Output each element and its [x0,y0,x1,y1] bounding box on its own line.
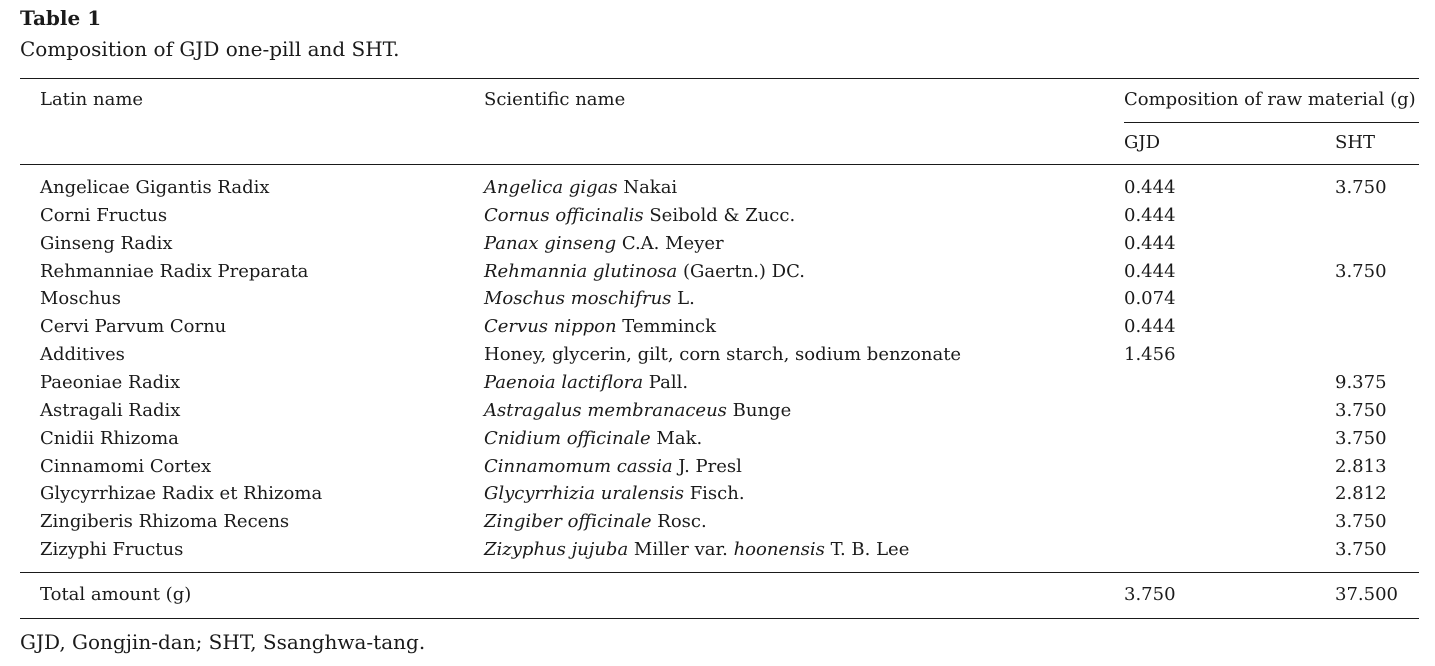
scientific-name-italic: Cervus nippon [484,316,617,338]
scientific-name-author: Fisch. [683,483,745,505]
table-row [0,539,1435,567]
table-row [0,316,1435,344]
latin-name-cell: Paeoniae Radix [40,371,181,393]
sht-value-cell: 3.750 [1335,427,1387,449]
scientific-name-author: Seibold & Zucc. [643,204,796,226]
scientific-name-cell [484,511,707,533]
table-row [0,233,1435,261]
scientific-name-cell [484,456,742,478]
total-top-rule [20,572,1419,573]
scientific-name-cell [484,428,702,450]
latin-name-cell: Angelicae Gigantis Radix [40,177,270,198]
latin-name-cell: Additives [40,344,125,366]
scientific-name-italic: Panax ginseng [484,232,617,254]
scientific-name-italic: Cornus officinalis [484,204,644,226]
table-row [0,261,1435,289]
table-row [0,288,1435,316]
scientific-name-cell [484,400,791,422]
header-latin-name: Latin name [40,89,144,110]
scientific-name-italic: Moschus moschifrus [484,288,672,310]
scientific-name-cell [484,316,716,338]
gjd-value-cell: 0.444 [1124,177,1176,198]
scientific-name-author: Miller var. [628,539,734,561]
gjd-value-cell: 0.074 [1124,288,1176,310]
table-row [0,456,1435,484]
latin-name-cell: Glycyrrhizae Radix et Rhizoma [40,483,323,505]
composition-subheader-rule [1124,122,1419,123]
scientific-name-cell [484,233,724,255]
scientific-name-cell [484,344,961,366]
table-row [0,372,1435,400]
bottom-rule [20,618,1419,619]
table-row [0,428,1435,456]
sht-value-cell: 3.750 [1335,511,1387,533]
total-label: Total amount (g) [40,584,192,605]
table-footnote: GJD, Gongjin-dan; SHT, Ssanghwa-tang. [20,630,426,654]
sht-value-cell: 3.750 [1335,539,1387,561]
table-caption: Composition of GJD one-pill and SHT. [20,37,400,61]
header-gjd: GJD [1124,132,1161,153]
header-sht: SHT [1335,132,1376,153]
sht-value-cell: 9.375 [1335,371,1387,393]
scientific-name-author: Mak. [650,427,703,449]
scientific-name-cell [484,205,795,227]
scientific-name-cell [484,539,909,561]
sht-value-cell: 3.750 [1335,399,1387,421]
latin-name-cell: Moschus [40,288,122,310]
scientific-name-author: T. B. Lee [824,539,910,561]
latin-name-cell: Zingiberis Rhizoma Recens [40,511,290,533]
gjd-value-cell: 0.444 [1124,204,1176,226]
total-gjd: 3.750 [1124,584,1176,605]
table-row [0,511,1435,539]
scientific-name-author: J. Presl [672,455,742,477]
scientific-name-author: (Gaertn.) DC. [677,260,805,282]
scientific-name-author: Bunge [726,399,792,421]
gjd-value-cell: 0.444 [1124,316,1176,338]
scientific-name-author: Honey, glycerin, gilt, corn starch, sodium benzonate [484,344,962,366]
scientific-name-italic: Astragalus membranaceus [484,399,727,421]
table-label: Table 1 [20,6,102,30]
scientific-name-author: C.A. Meyer [616,232,724,254]
total-sht: 37.500 [1335,584,1398,605]
sht-value-cell: 3.750 [1335,177,1387,198]
scientific-name-italic: Cnidium officinale [484,427,651,449]
scientific-name-author: Rosc. [651,511,707,533]
latin-name-cell: Cinnamomi Cortex [40,455,212,477]
scientific-name-cell [484,177,677,199]
scientific-name-italic: Cinnamomum cassia [484,455,673,477]
scientific-name-italic: Rehmannia glutinosa [484,260,678,282]
top-rule [20,78,1419,79]
latin-name-cell: Rehmanniae Radix Preparata [40,260,309,282]
sht-value-cell: 2.813 [1335,455,1387,477]
latin-name-cell: Ginseng Radix [40,232,173,254]
sht-value-cell: 3.750 [1335,260,1387,282]
latin-name-cell: Astragali Radix [40,399,181,421]
scientific-name-italic: Paenoia lactiflora [484,371,644,393]
scientific-name-author: L. [671,288,695,310]
scientific-name-italic: Zizyphus jujuba [484,539,629,561]
scientific-name-cell [484,288,695,310]
latin-name-cell: Corni Fructus [40,204,168,226]
scientific-name-italic: Glycyrrhizia uralensis [484,483,684,505]
scientific-name-italic: Angelica gigas [484,177,618,198]
header-composition: Composition of raw material (g) [1124,89,1416,110]
scientific-name-author: Temminck [616,316,717,338]
latin-name-cell: Cervi Parvum Cornu [40,316,227,338]
gjd-value-cell: 0.444 [1124,232,1176,254]
table-row [0,344,1435,372]
scientific-name-cell [484,372,688,394]
table-row [0,483,1435,511]
gjd-value-cell: 0.444 [1124,260,1176,282]
scientific-name-cell [484,261,805,283]
gjd-value-cell: 1.456 [1124,344,1176,366]
latin-name-cell: Cnidii Rhizoma [40,427,179,449]
scientific-name-author: Nakai [617,177,678,198]
scientific-name-cell [484,483,745,505]
table-row [0,400,1435,428]
scientific-name-italic: Zingiber officinale [484,511,652,533]
scientific-name-italic: hoonensis [733,539,825,561]
header-scientific-name: Scientific name [484,89,626,110]
sht-value-cell: 2.812 [1335,483,1387,505]
scientific-name-author: Pall. [643,371,689,393]
table-row [0,177,1435,205]
latin-name-cell: Zizyphi Fructus [40,539,184,561]
header-bottom-rule [20,164,1419,165]
table-row [0,205,1435,233]
